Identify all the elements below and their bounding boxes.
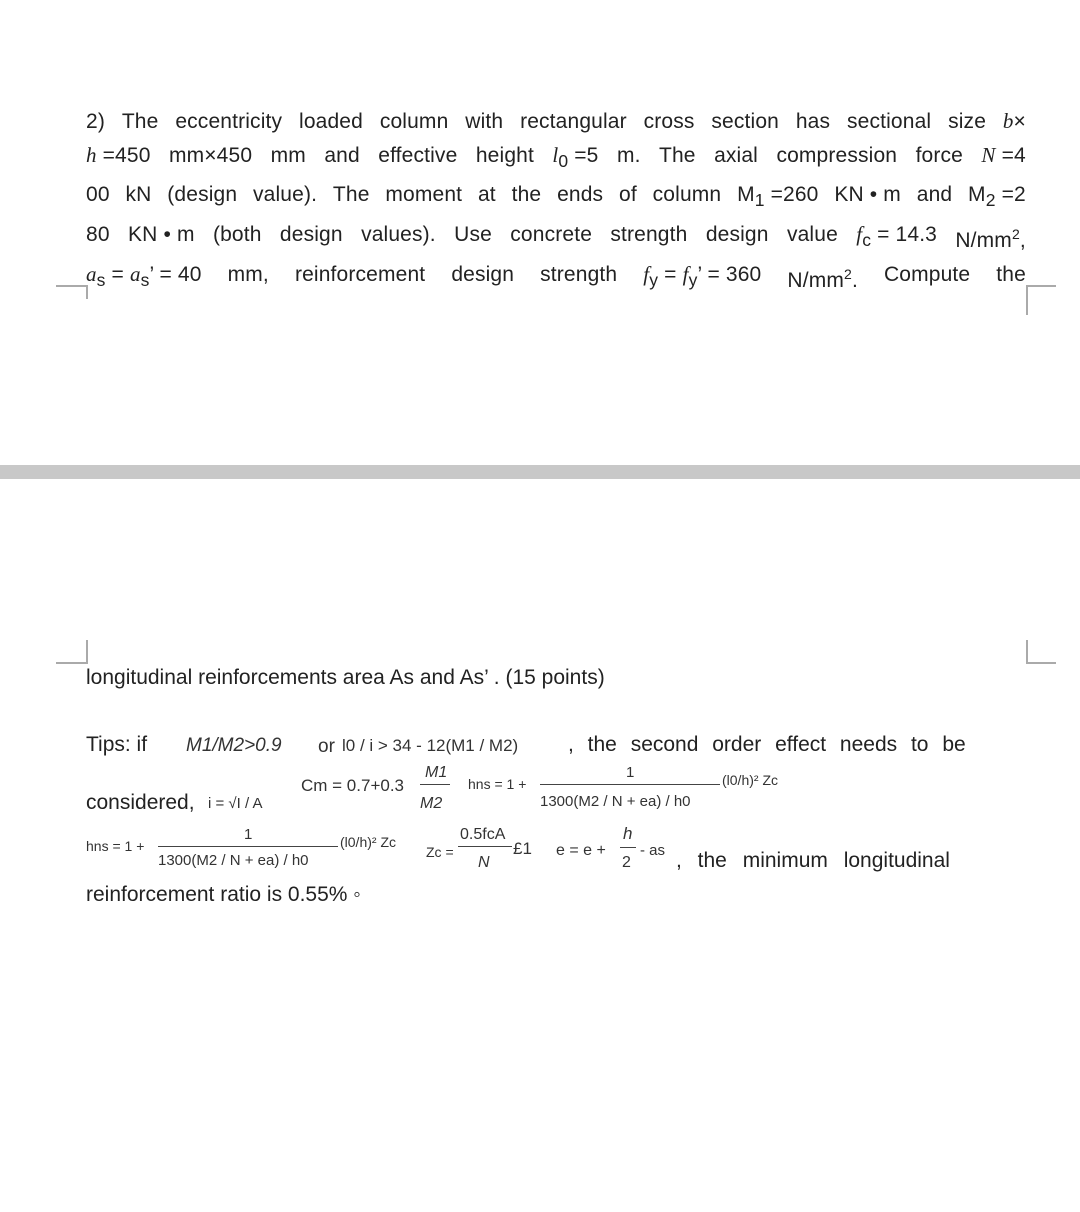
hns-numerator: 1 [626, 764, 635, 781]
radius-of-gyration-formula: i = √I / A [208, 795, 263, 812]
zc-tail: £1 [513, 839, 532, 858]
hns-tail: (l0/h)² Zc [722, 772, 778, 788]
zc-formula-lhs: Zc = [426, 844, 454, 860]
page-corner-mark [56, 640, 88, 664]
page-corner-mark [56, 285, 88, 299]
e-fraction-bar [620, 847, 636, 848]
problem-paragraph [86, 105, 1026, 297]
tips-or: or [318, 736, 335, 757]
problem-line-5: $a_s = a_s$’ = 40 mm, reinforcement design strength $f_y = f_y$’ = 360 $N/mm^2$. Compute the [86, 261, 1026, 292]
zc-denominator: N [478, 854, 490, 871]
cm-denominator: M2 [420, 795, 443, 812]
problem-line-4: 80 KN • m (both design values). Use concrete strength design value $f_c = 14.3$ $N/mm^2$, [86, 221, 1026, 252]
tips-condition-1: M1/M2>0.9 [186, 735, 282, 756]
tips-second-order: , the second order effect needs to be [568, 733, 966, 756]
cm-formula-lhs: Cm = 0.7+0.3 [301, 776, 405, 795]
hns-numerator-2: 1 [244, 826, 253, 843]
zc-fraction-bar [458, 846, 512, 847]
cm-numerator: M1 [425, 764, 448, 781]
e-tail: - as [640, 842, 666, 859]
page-separator [0, 465, 1080, 479]
cm-fraction-bar [420, 784, 450, 785]
tips-min-ratio-intro: , the minimum longitudinal [676, 849, 950, 872]
tips-intro: Tips: if [86, 733, 148, 756]
problem-line-1: 2) The eccentricity loaded column with rectangular cross section has sectional size b× [86, 109, 1026, 133]
problem-line-3: 00 kN (design value). The moment at the ends of column $M_1 =260$ KN • m and $M_2 =2$ [86, 183, 1026, 211]
page-corner-mark [1026, 640, 1056, 664]
tips-considered: considered, [86, 791, 195, 814]
hns-tail-2: (l0/h)² Zc [340, 834, 396, 850]
e-formula-lhs: e = e + [556, 842, 606, 859]
zc-numerator: 0.5fcA [460, 826, 506, 843]
page-corner-mark [1026, 285, 1056, 315]
hns-denominator-2: 1300(M2 / N + ea) / h0 [158, 852, 309, 869]
problem-line-6: longitudinal reinforcements area As and As’ . (15 points) [86, 666, 605, 689]
hns-formula-lhs: hns = 1 + [468, 776, 527, 792]
tips-condition-2: l0 / i > 34 - 12(M1 / M2) [342, 736, 519, 755]
problem-line-2: h =450 mm×450 mm and effective height $l_0 =5$ m. The axial compression force N =4 [86, 142, 1026, 171]
tips-min-ratio: reinforcement ratio is 0.55% ◦ [86, 883, 361, 906]
hns-fraction-bar [540, 784, 720, 785]
hns-fraction-bar-2 [158, 846, 338, 847]
hns-denominator: 1300(M2 / N + ea) / h0 [540, 793, 691, 810]
hns-formula-lhs-2: hns = 1 + [86, 838, 145, 854]
e-denominator: 2 [622, 854, 631, 871]
e-numerator: h [623, 824, 633, 843]
